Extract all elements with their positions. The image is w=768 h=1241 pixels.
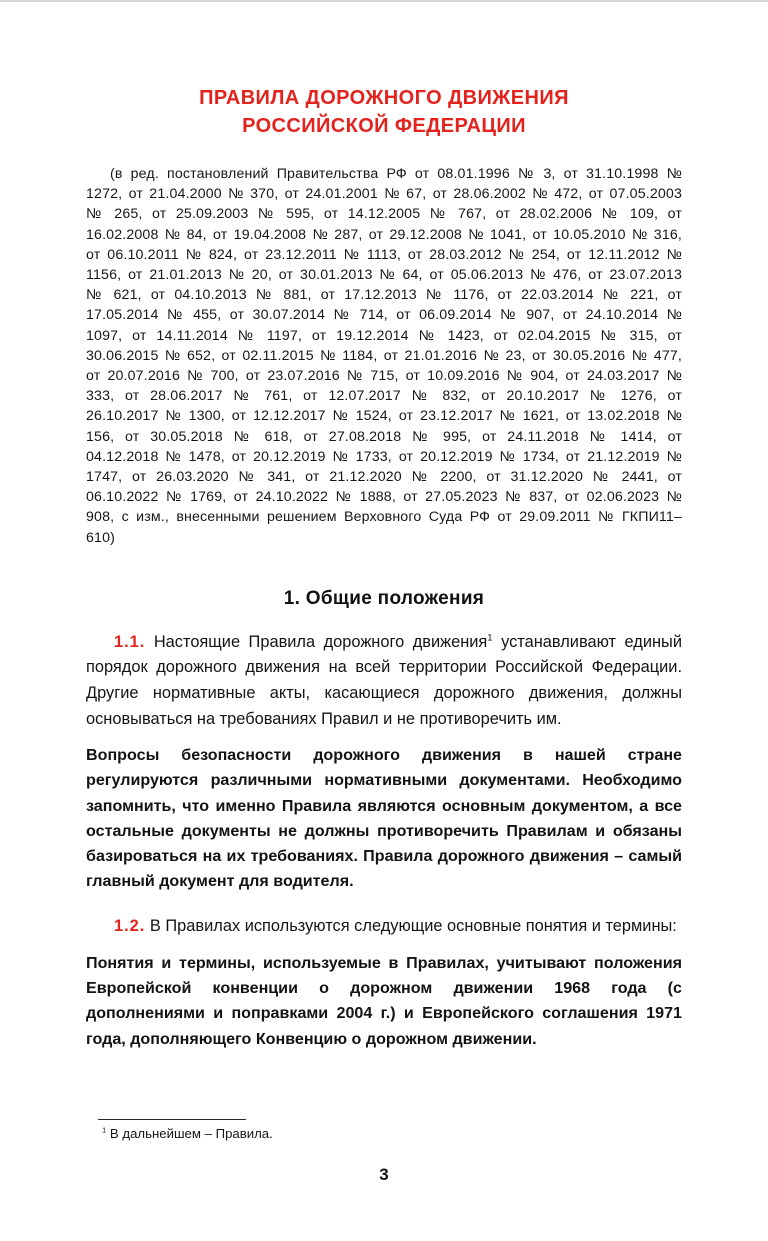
amendments-paragraph: (в ред. постановлений Правительства РФ от 08.01.1996 № 3, от 31.10.1998 № 1272, от 21.04.2000 № 370, от 24.01.2001 № 67, от 28.06.2002 № 472, от 07.05.2003 № 265, от 25.09.2003 № 595, от 14.12.2005 № 767, от 28.02.2006 № 109, от 16.02.2008 № 84, от 19.04.2008 № 287, от 29.12.2008 № 1041, от 10.05.2010 № 316, от 06.10.2011 № 824, от 23.12.2011 № 1113, от 28.03.2012 № 254, от 12.11.2012 № 1156, от 21.01.2013 № 20, от 30.01.2013 № 64, от 05.06.2013 № 476, от 23.07.2013 № 621, от 04.10.2013 № 881, от 17.12.2013 № 1176, от 22.03.2014 № 221, от 17.05.2014 № 455, от 30.07.2014 № 714, от 06.09.2014 № 907, от 24.10.2014 № 1097, от 14.11.2014 № 1197, от 19.12.2014 № 1423, от 02.04.2015 № 315, от 30.06.2015 № 652, от 02.11.2015 № 1184, от 21.01.2016 № 23, от 30.05.2016 № 477, от 20.07.2016 № 700, от 23.07.2016 № 715, от 10.09.2016 № 904, от 24.03.2017 № 333, от 28.06.2017 № 761, от 12.07.2017 № 832, от 20.10.2017 № 1276, от 26.10.2017 № 1300, от 12.12.2017 № 1524, от 23.12.2017 № 1621, от 13.02.2018 № 156, от 30.05.2018 № 618, от 27.08.2018 № 995, от 24.11.2018 № 1414, от 04.12.2018 № 1478, от 20.12.2019 № 1733, от 20.12.2019 № 1734, от 21.12.2019 № 1747, от 26.03.2020 № 341, от 21.12.2020 № 2200, от 31.12.2020 № 2441, от 06.10.2022 № 1769, от 24.10.2022 № 1888, от 27.05.2023 № 837, от 02.06.2023 № 908, с изм., внесенными решением Верховного Суда РФ от 29.09.2011 № ГКПИ11–610) xyxy=(86,166,682,546)
page-number: 3 xyxy=(379,1165,389,1184)
document-title xyxy=(86,84,682,140)
footnote-marker: 1 xyxy=(102,1125,107,1135)
clause-1-1-text-after: устанавливают единый порядок дорожного движения на всей территории Российской Федерации. Другие нормативные акты, касающиеся дорожного движения, должны основываться на требованиях Правил и не противоречить им. xyxy=(86,632,682,728)
clause-1-1-number: 1.1. xyxy=(114,632,146,651)
document-title-line1: ПРАВИЛА ДОРОЖНОГО ДВИЖЕНИЯ xyxy=(199,87,569,109)
footnote-ref-1: 1 xyxy=(487,632,493,644)
footnote xyxy=(86,1125,682,1143)
footnote-text: В дальнейшем – Правила. xyxy=(106,1126,273,1141)
clause-1-1-text-before: Настоящие Правила дорожного движения xyxy=(145,632,488,651)
document-title-line2: РОССИЙСКОЙ ФЕДЕРАЦИИ xyxy=(242,115,526,137)
clause-1-1 xyxy=(86,630,682,732)
clause-1-2 xyxy=(86,914,682,940)
commentary-paragraph-1: Вопросы безопасности дорожного движения в нашей стране регулируются различными нормативными документами. Необходимо запомнить, что именно Правила являются основным документом, а все остальные документы не должны противоречить Правилам и обязаны базироваться на их требованиях. Правила дорожного движения – самый главный документ для водителя. xyxy=(86,746,682,891)
section-heading: 1. Общие положения xyxy=(283,587,485,609)
footnote-divider xyxy=(98,1119,246,1120)
commentary-paragraph-2: Понятия и термины, используемые в Правилах, учитывают положения Европейской конвенции о дорожном движении 1968 года (с дополнениями и поправками 2004 г.) и Европейского соглашения 1971 года, дополняющего Конвенцию о дорожном движении. xyxy=(86,954,682,1048)
clause-1-2-number: 1.2. xyxy=(114,917,146,936)
clause-1-2-text: В Правилах используются следующие основные понятия и термины: xyxy=(145,917,677,936)
footnote-block xyxy=(86,1119,682,1143)
